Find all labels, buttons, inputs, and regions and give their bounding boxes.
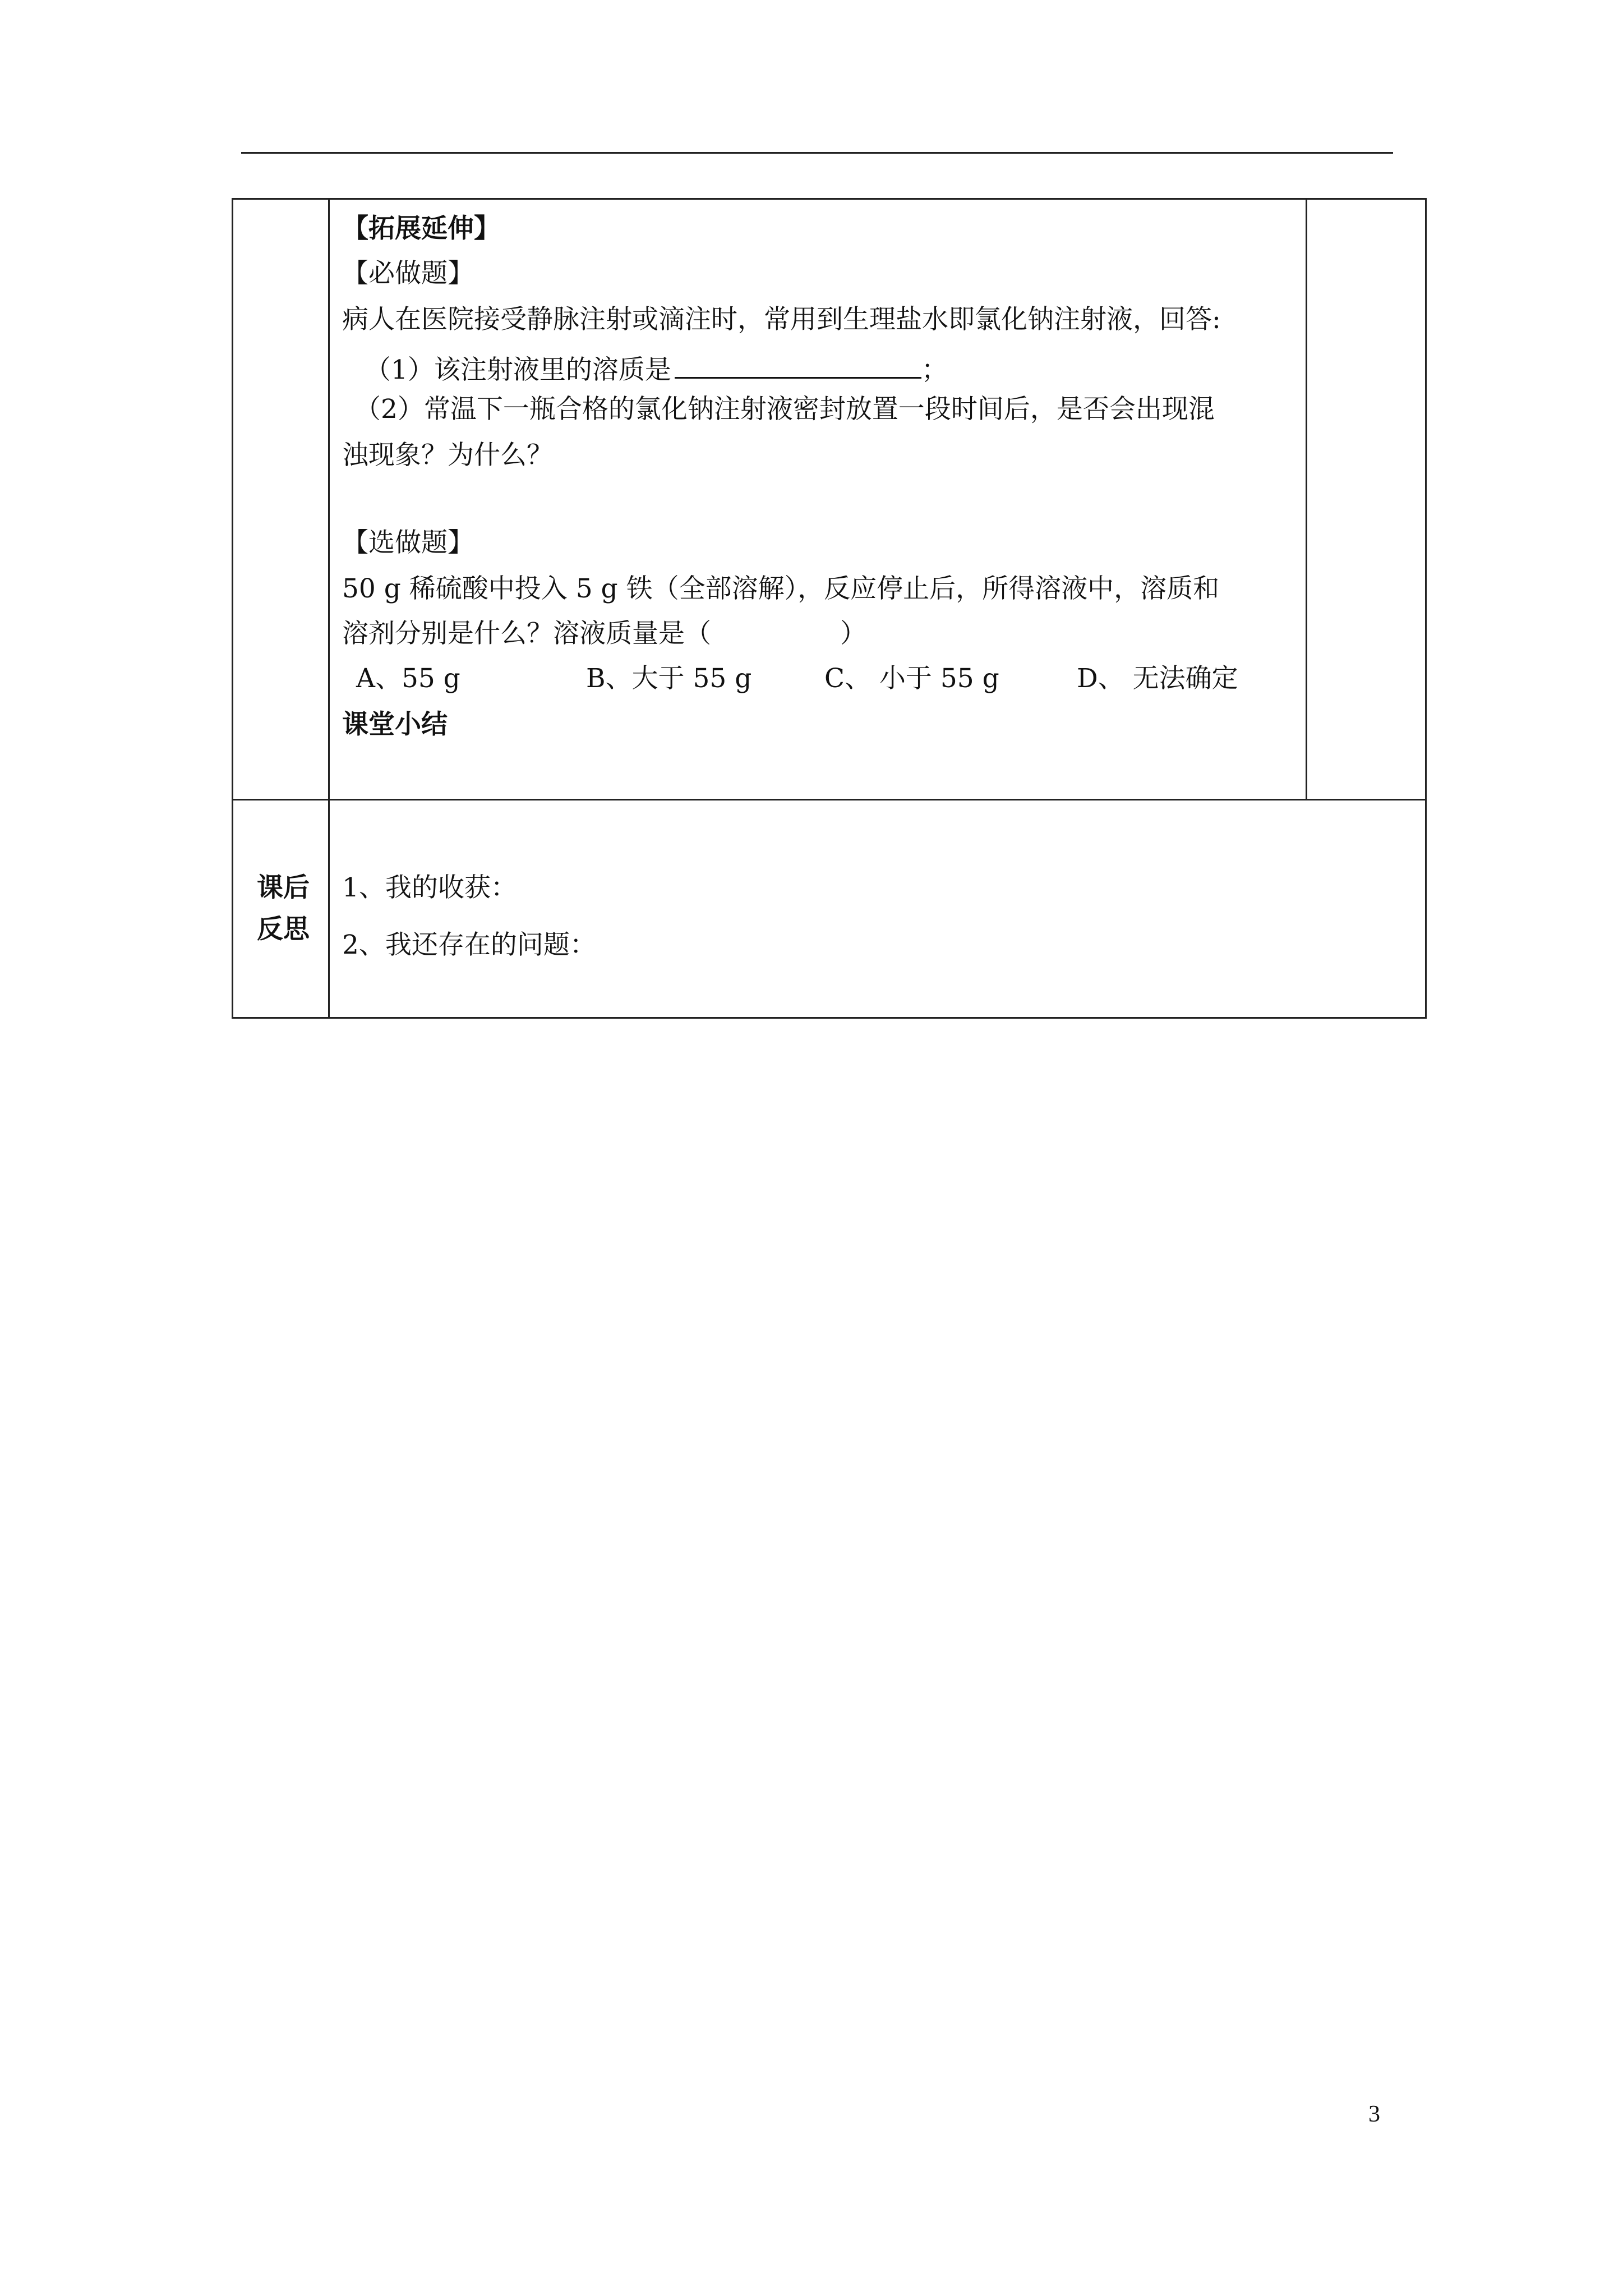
section-title: 【拓展延伸】 xyxy=(342,213,500,244)
option-list xyxy=(356,662,1238,696)
question-1-suffix: ； xyxy=(921,355,948,385)
option-b: B、大于 55 g xyxy=(586,663,752,694)
option-d: D、 无法确定 xyxy=(1077,663,1238,694)
question-2-line-2: 浊现象？为什么？ xyxy=(342,440,553,471)
option-a: A、55 g xyxy=(356,663,460,694)
question-1 xyxy=(365,349,948,387)
header-rule xyxy=(241,152,1393,154)
optional-stem-line-1: 50 g 稀硫酸中投入 5 g 铁（全部溶解），反应停止后，所得溶液中，溶质和 xyxy=(342,573,1220,604)
optional-stem-line-2 xyxy=(342,617,866,651)
optional-heading: 【选做题】 xyxy=(342,527,474,558)
optional-stem-text: 溶剂分别是什么？溶液质量是（ xyxy=(342,618,711,649)
required-heading: 【必做题】 xyxy=(342,258,474,289)
question-2-line-1: （2）常温下一瓶合格的氯化钠注射液密封放置一段时间后，是否会出现混 xyxy=(354,394,1215,425)
table-right-col-divider xyxy=(1306,198,1307,800)
table-left-border xyxy=(232,198,233,1019)
option-c: C、 小于 55 g xyxy=(824,663,999,694)
optional-stem-close: ） xyxy=(840,618,866,649)
answer-blank xyxy=(675,349,921,379)
table-row-divider xyxy=(232,799,1427,800)
reflection-label-line-2: 反思 xyxy=(257,914,310,945)
required-stem: 病人在医院接受静脉注射或滴注时，常用到生理盐水即氯化钠注射液，回答: xyxy=(342,304,1221,335)
table-bottom-border xyxy=(232,1017,1427,1019)
question-1-text: （1）该注射液里的溶质是 xyxy=(365,355,671,385)
reflection-item-questions: 2、我还存在的问题： xyxy=(342,930,596,960)
reflection-label-line-1: 课后 xyxy=(257,872,310,903)
page-number: 3 xyxy=(1368,2101,1380,2127)
summary-heading: 课堂小结 xyxy=(342,709,448,740)
table-col-divider xyxy=(328,198,330,1019)
table-right-border xyxy=(1425,198,1427,1019)
table-top-border xyxy=(232,198,1427,200)
reflection-item-gains: 1、我的收获： xyxy=(342,872,517,903)
